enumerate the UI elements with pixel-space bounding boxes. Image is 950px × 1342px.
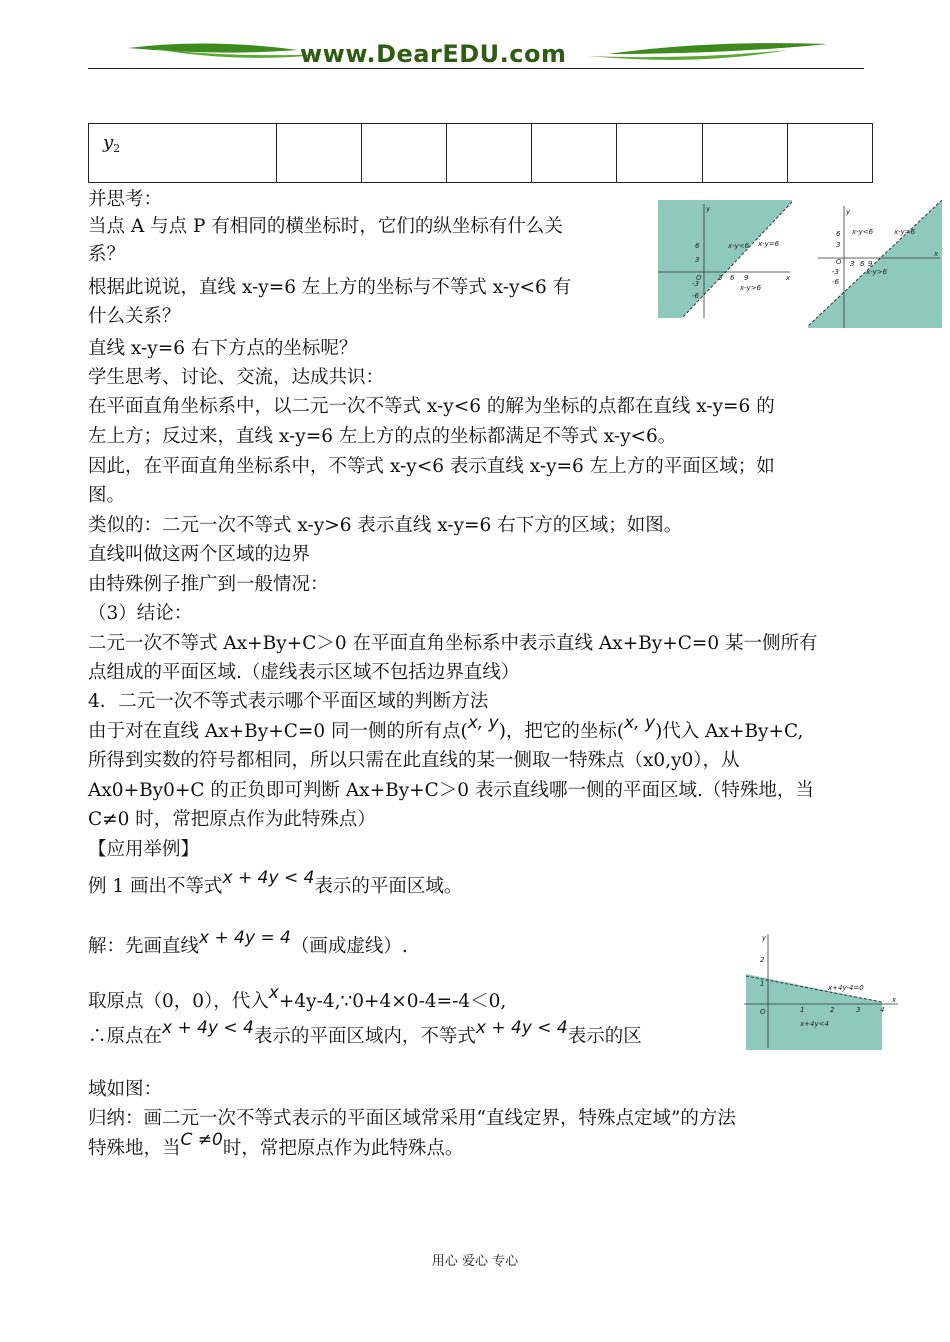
- tick-label: -3: [692, 280, 699, 288]
- region-label: x-y<6: [852, 228, 874, 236]
- table-cell: [617, 124, 702, 183]
- axis-label: x: [786, 274, 791, 282]
- text-line: ∴原点在x + 4y < 4表示的平面区域内，不等式x + 4y < 4表示的区: [88, 1018, 642, 1047]
- tick-label: 4: [880, 1006, 885, 1014]
- text-line: 系？: [88, 244, 126, 265]
- table-cell: [276, 124, 361, 183]
- tick-label: -6: [832, 278, 839, 286]
- axis-label: y: [762, 934, 767, 942]
- math-line: x + 4y = 4: [199, 928, 291, 948]
- tick-label: 1: [800, 1006, 805, 1014]
- tick-label: 3: [695, 256, 700, 264]
- table-row: [89, 124, 873, 183]
- axis-label: y: [846, 208, 851, 216]
- tick-label: -6: [692, 292, 699, 300]
- region-graph-left: [658, 200, 792, 320]
- text-line: 点组成的平面区域.（虚线表示区域不包括边界直线）: [88, 662, 520, 683]
- text-line: 由特殊例子推广到一般情况：: [88, 574, 329, 595]
- table-cell: [446, 124, 531, 183]
- math-inequality: x + 4y < 4: [475, 1018, 568, 1038]
- text-line: 归纳：画二元一次不等式表示的平面区域常采用“直线定界，特殊点定域”的方法: [88, 1108, 736, 1129]
- region-label: x-y>6: [866, 268, 888, 276]
- line-label: x-y=6: [894, 228, 916, 236]
- text-line: 图。: [88, 485, 126, 506]
- origin-label: O: [696, 274, 702, 282]
- page-footer: 用心 爱心 专心: [431, 1254, 519, 1269]
- site-logo: www.DearEDU.com: [300, 40, 567, 68]
- region-graph-right: [808, 200, 942, 328]
- text-line: 直线叫做这两个区域的边界: [88, 544, 311, 565]
- table-cell: [702, 124, 787, 183]
- tick-label: 3: [718, 274, 723, 282]
- line-label: x-y=6: [758, 240, 780, 248]
- text-line: Ax0+By0+C 的正负即可判断 Ax+By+C＞0 表示直线哪一侧的平面区域.（特殊地，当: [88, 780, 814, 801]
- tick-label: 3: [850, 260, 855, 268]
- text-line: 在平面直角坐标系中，以二元一次不等式 x-y<6 的解为坐标的点都在直线 x-y=6 的: [88, 396, 775, 417]
- math-xy: x, y: [467, 713, 499, 733]
- axis-label: x: [934, 250, 939, 258]
- text-line: 所得到实数的符号都相同，所以只需在此直线的某一侧取一特殊点（x0,y0），从: [88, 750, 740, 771]
- text-line: 例 1 画出不等式x + 4y < 4表示的平面区域。: [88, 868, 463, 897]
- axis-label: x: [892, 996, 897, 1004]
- tick-label: 6: [860, 260, 865, 268]
- text-line: 由于对在直线 Ax+By+C=0 同一侧的所有点(x, y)，把它的坐标(x, y)代入 Ax+By+C,: [88, 713, 804, 742]
- text-line: 直线 x-y=6 右下方点的坐标呢？: [88, 338, 358, 359]
- text-line: 取原点（0，0），代入x+4y-4,∵0+4×0-4=-4＜0,: [88, 983, 507, 1012]
- axis-label: y: [706, 205, 711, 213]
- text-line: 根据此说说，直线 x-y=6 左上方的坐标与不等式 x-y<6 有: [88, 277, 572, 298]
- text-line: 左上方；反过来，直线 x-y=6 左上方的点的坐标都满足不等式 x-y<6。: [88, 426, 677, 447]
- origin-label: O: [836, 258, 842, 266]
- math-x: x: [268, 983, 279, 1003]
- tick-label: -3: [832, 268, 839, 276]
- text-line: 特殊地，当C ≠0时，常把原点作为此特殊点。: [88, 1130, 464, 1159]
- text-line: 并思考：: [88, 189, 163, 210]
- math-xy: x, y: [624, 713, 656, 733]
- region-label: x+4y<4: [800, 1020, 829, 1028]
- table-cell: [361, 124, 446, 183]
- section-heading: 【应用举例】: [88, 839, 200, 860]
- tick-label: 9: [868, 260, 873, 268]
- table-cell: [787, 124, 872, 183]
- region-label: x-y<6: [728, 242, 750, 250]
- origin-label: O: [760, 1008, 766, 1016]
- text-line: 解：先画直线x + 4y = 4（画成虚线）.: [88, 928, 408, 957]
- tick-label: 3: [836, 241, 841, 249]
- region-graph-example: [740, 930, 902, 1052]
- math-inequality: x + 4y < 4: [162, 1018, 254, 1038]
- tick-label: 2: [760, 956, 765, 964]
- text-line: 因此，在平面直角坐标系中，不等式 x-y<6 表示直线 x-y=6 左上方的平面区域；如: [88, 456, 775, 477]
- tick-label: 3: [856, 1006, 861, 1014]
- tick-label: 6: [695, 242, 700, 250]
- data-table: [88, 123, 873, 183]
- text-line: （3）结论：: [88, 603, 193, 624]
- text-line: C≠0 时，常把原点作为此特殊点）: [88, 809, 376, 830]
- text-line: 4．二元一次不等式表示哪个平面区域的判断方法: [88, 691, 489, 712]
- text-line: 类似的：二元一次不等式 x-y>6 表示直线 x-y=6 右下方的区域；如图。: [88, 515, 683, 536]
- text-line: 域如图：: [88, 1079, 163, 1100]
- tick-label: 6: [730, 274, 735, 282]
- text-line: 当点 A 与点 P 有相同的横坐标时，它们的纵坐标有什么关: [88, 216, 563, 237]
- text-line: 二元一次不等式 Ax+By+C＞0 在平面直角坐标系中表示直线 Ax+By+C=0 某一侧所有: [88, 633, 818, 654]
- table-cell-label: $y_2$: [89, 124, 277, 183]
- tick-label: 2: [830, 1006, 835, 1014]
- tick-label: 1: [760, 980, 765, 988]
- math-inequality: x + 4y < 4: [222, 868, 315, 888]
- table-cell: [532, 124, 617, 183]
- text-line: 什么关系？: [88, 306, 181, 327]
- tick-label: 6: [836, 230, 841, 238]
- header-rule: [88, 68, 864, 69]
- tick-label: 9: [744, 274, 749, 282]
- region-label: x-y>6: [740, 284, 762, 292]
- line-label: x+4y-4=0: [828, 984, 864, 992]
- math-c-nonzero: C ≠0: [180, 1130, 223, 1150]
- text-line: 学生思考、讨论、交流，达成共识：: [88, 367, 385, 388]
